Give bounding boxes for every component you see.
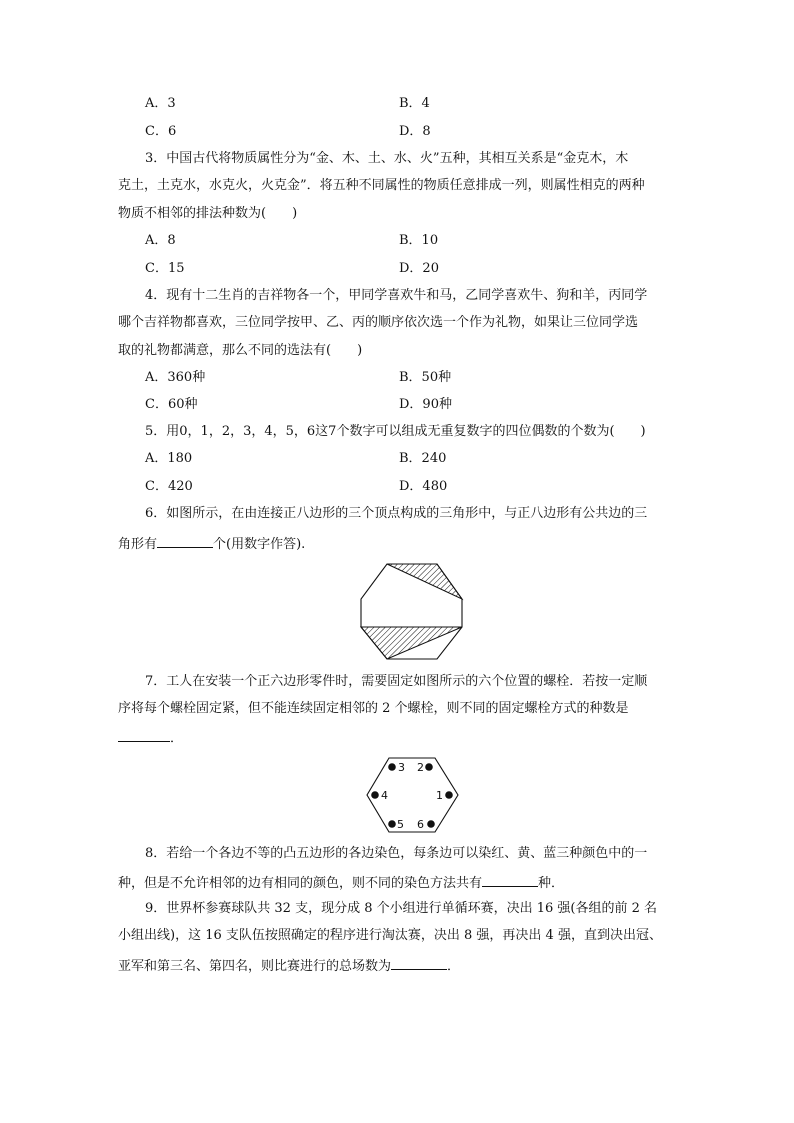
q9-stem-line-2: 小组出线)，这 16 支队伍按照确定的程序进行淘汰赛，决出 8 强，再决出 4 强，直到决出冠、 xyxy=(118,928,662,943)
q5-option-c: C．420 xyxy=(145,479,193,494)
q3-option-a: A．8 xyxy=(145,233,176,248)
q3-stem-line-3: 物质不相邻的排法种数为( ) xyxy=(118,206,298,221)
q7-stem-line-1: 7．工人在安装一个正六边形零件时，需要固定如图所示的六个位置的螺栓．若按一定顺 xyxy=(145,674,648,689)
q2-option-d: D．8 xyxy=(399,124,431,139)
q3-stem-line-2: 克土，土克水，水克火，火克金”．将五种不同属性的物质任意排成一列，则属性相克的两种 xyxy=(118,178,645,193)
q7-answer-blank xyxy=(118,727,170,742)
q4-option-a: A．360种 xyxy=(145,370,206,385)
bolt-label-6: 6 xyxy=(417,818,424,831)
q2-option-b: B．4 xyxy=(399,96,430,111)
bolt-3-dot xyxy=(388,763,396,771)
bolt-label-3: 3 xyxy=(398,761,405,774)
q3-option-d: D．20 xyxy=(399,261,439,276)
q9-stem-line-1: 9．世界杯参赛球队共 32 支，现分成 8 个小组进行单循环赛，决出 16 强(各组的前 2 名 xyxy=(145,901,658,916)
q4-option-c: C．60种 xyxy=(145,397,198,412)
q9-stem-line-3-pre: 亚军和第三名、第四名，则比赛进行的总场数为 xyxy=(118,959,392,974)
bolt-label-2: 2 xyxy=(417,761,424,774)
q4-stem-line-2: 哪个吉祥物都喜欢，三位同学按甲、乙、丙的顺序依次选一个作为礼物，如果让三位同学选 xyxy=(118,315,639,330)
bolt-label-5: 5 xyxy=(397,818,404,831)
q9-stem-line-3-post: ． xyxy=(447,959,461,974)
q2-option-c: C．6 xyxy=(145,124,177,139)
q5-option-b: B．240 xyxy=(399,451,447,466)
q3-option-c: C．15 xyxy=(145,261,185,276)
q5-option-a: A．180 xyxy=(145,451,193,466)
bolt-6-dot xyxy=(427,820,435,828)
q8-stem-line-2 xyxy=(118,872,564,893)
q7-stem-line-3 xyxy=(118,727,183,748)
q6-octagon-figure xyxy=(355,561,467,663)
q4-stem-line-3: 取的礼物都满意，那么不同的选法有( ) xyxy=(118,343,363,358)
shaded-triangle-top xyxy=(387,564,462,599)
bolt-label-4: 4 xyxy=(381,789,388,802)
q8-stem-line-2-post: 种． xyxy=(538,876,565,891)
q7-stem-line-2: 序将每个螺栓固定紧，但不能连续固定相邻的 2 个螺栓，则不同的固定螺栓方式的种数是 xyxy=(118,701,629,716)
q5-option-d: D．480 xyxy=(399,479,448,494)
q6-stem-line-2-pre: 角形有 xyxy=(118,537,158,552)
bolt-label-1: 1 xyxy=(436,789,443,802)
q6-stem-line-2 xyxy=(118,533,305,554)
shaded-triangle-bottom xyxy=(361,627,462,659)
q9-answer-blank xyxy=(391,955,447,970)
q9-stem-line-3 xyxy=(118,955,460,976)
q6-stem-line-2-post: 个(用数字作答). xyxy=(213,537,306,552)
q6-stem-line-1: 6．如图所示，在由连接正八边形的三个顶点构成的三角形中，与正八边形有公共边的三 xyxy=(145,506,648,521)
q4-option-b: B．50种 xyxy=(399,370,452,385)
q7-hexagon-figure xyxy=(365,756,460,834)
bolt-5-dot xyxy=(388,820,396,828)
q8-stem-line-1: 8．若给一个各边不等的凸五边形的各边染色，每条边可以染红、黄、蓝三种颜色中的一 xyxy=(145,846,648,861)
bolt-4-dot xyxy=(371,791,379,799)
q4-stem-line-1: 4．现有十二生肖的吉祥物各一个，甲同学喜欢牛和马，乙同学喜欢牛、狗和羊，丙同学 xyxy=(145,288,648,303)
q5-stem-line-1: 5．用0，1，2，3，4，5，6这7个数字可以组成无重复数字的四位偶数的个数为( ) xyxy=(145,424,646,439)
q3-stem-line-1: 3．中国古代将物质属性分为“金、木、土、水、火”五种，其相互关系是“金克木，木 xyxy=(145,151,629,166)
q3-option-b: B．10 xyxy=(399,233,439,248)
q2-option-a: A．3 xyxy=(145,96,176,111)
bolt-2-dot xyxy=(425,763,433,771)
q6-answer-blank xyxy=(157,533,213,548)
q7-stem-line-3-post: ． xyxy=(170,731,184,746)
q4-option-d: D．90种 xyxy=(399,397,452,412)
bolt-1-dot xyxy=(445,791,453,799)
q8-answer-blank xyxy=(482,872,538,887)
q8-stem-line-2-pre: 种，但是不允许相邻的边有相同的颜色，则不同的染色方法共有 xyxy=(118,876,483,891)
